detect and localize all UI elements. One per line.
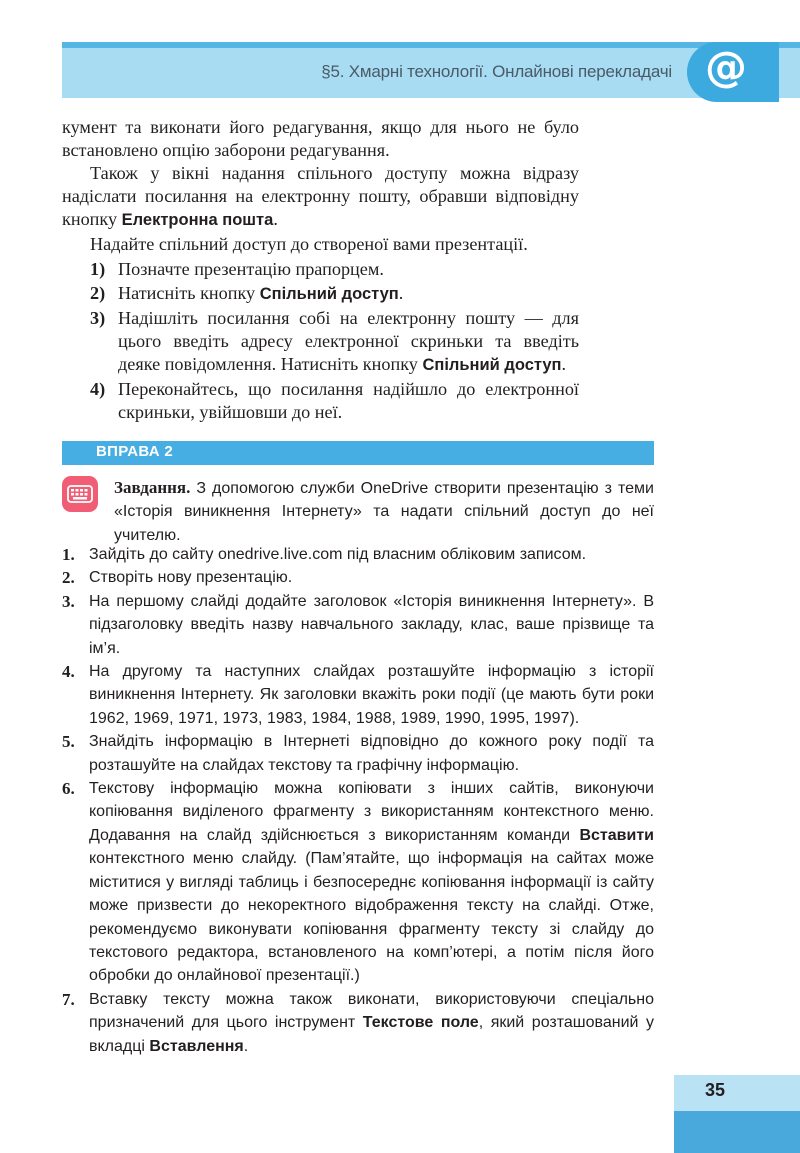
step-bold: Текстове поле <box>362 1014 479 1032</box>
list-item-text: Надішліть посилання собі на електронну пошту — для цього введіть адресу електронної скриньки та введіть деяке повідомлення. Натисніть кнопку <box>118 308 579 374</box>
task-statement <box>114 476 654 547</box>
step-text: Знайдіть інформацію в Інтернеті відповідно до кожного року події та розташуйте на слайдах текстову та графічну інформацію. <box>89 733 654 774</box>
exercise-steps <box>62 543 654 1058</box>
step-after: контекстного меню слайду. (Пам’ятайте, що інформація на сайтах може міститися у вигляді таблиць і безпосереднє копіювання інформації із сайту може призвести до некоректного відображення тексту на слайді. Отже, рекомендуємо виконувати копіювання фрагменту тексту зі слайду до текстового редактора, встановленого на комп’ютері, а потім після його обробки до онлайнової презентації.) <box>89 850 654 985</box>
step-text: На другому та наступних слайдах розташуйте інформацію з історії виникнення Інтернету. Як заголовки вкажіть роки події (це мають бути роки 1962, 1969, 1971, 1973, 1983, 1984, 1988, 1989, 1990, 1995, 1997). <box>89 663 654 727</box>
list-item-bold: Спільний доступ <box>422 356 562 374</box>
intro-paragraph-3: Надайте спільний доступ до створеної вами презентації. <box>90 234 528 254</box>
step-bold: Вставити <box>579 826 654 844</box>
keyboard-icon <box>62 476 98 512</box>
list-item-number: 1) <box>90 259 106 279</box>
task-label: Завдання. <box>114 478 191 497</box>
list-item-text: Натисніть кнопку <box>118 283 260 303</box>
step-item <box>62 730 654 777</box>
step-number: 6. <box>62 779 75 799</box>
exercise-label: ВПРАВА 2 <box>96 443 173 460</box>
page-number: 35 <box>705 1080 726 1100</box>
step-item <box>62 988 654 1058</box>
task-text: З допомогою служби OneDrive створити презентацію з теми «Історія виникнення Інтернету» та надати спільний доступ до неї учителю. <box>114 480 654 544</box>
step-text: Зайдіть до сайту onedrive.live.com під власним обліковим записом. <box>89 546 587 563</box>
intro-p2-after: . <box>273 209 278 229</box>
step-text: Текстову інформацію можна копіювати з інших сайтів, виконуючи копіювання виділеного фрагменту з використанням контекстного меню. Додавання на слайд здійснюється з використанням команди <box>89 780 654 844</box>
step-number: 3. <box>62 591 75 611</box>
intro-p2-text: Також у вікні надання спільного доступу можна відразу надіслати посилання на електронну пошту, обравши відповідну кнопку <box>62 163 579 229</box>
step-after: , який розташований у вкладці <box>89 1014 655 1055</box>
list-item-number: 4) <box>90 379 106 399</box>
step-item <box>62 660 654 730</box>
step-item <box>62 590 654 660</box>
step-number: 7. <box>62 989 75 1009</box>
list-item <box>62 307 579 377</box>
share-steps-list <box>62 258 579 424</box>
keyboard-icon-svg <box>62 476 98 512</box>
list-item-after: . <box>398 283 404 303</box>
step-number: 1. <box>62 545 75 564</box>
page-number-tab-light <box>674 1075 800 1111</box>
step-item <box>62 777 654 988</box>
list-item <box>62 282 579 306</box>
step-text: Створіть нову презентацію. <box>89 569 293 587</box>
list-item-number: 2) <box>90 283 106 303</box>
step-item <box>62 543 654 566</box>
at-sign-icon: @ <box>705 42 747 91</box>
intro-paragraph-1: кумент та виконати його редагування, якщо для нього не було встановлено опцію заборони редагування. <box>62 117 579 160</box>
step-number: 5. <box>62 732 75 752</box>
intro-paragraph-2 <box>62 162 579 232</box>
running-header-title: §5. Хмарні технології. Онлайнові перекладачі <box>321 62 672 81</box>
step-number: 2. <box>62 568 75 588</box>
list-item-number: 3) <box>90 308 106 328</box>
step-text: На першому слайді додайте заголовок «Історія виникнення Інтернету». В підзаголовку введіть назву навчального закладу, клас, ваше прізвище та ім’я. <box>89 592 654 657</box>
step-item <box>62 566 654 589</box>
list-item-after: . <box>561 354 567 374</box>
step-bold-2: Вставлення <box>149 1037 244 1055</box>
step-text: Вставку тексту можна також виконати, використовуючи спеціально призначений для цього інструмент <box>89 990 654 1032</box>
header-tab <box>687 34 779 102</box>
intro-p2-bold: Електронна пошта <box>121 211 274 229</box>
list-item-bold: Спільний доступ <box>259 285 399 303</box>
list-item <box>62 378 579 424</box>
step-after-2: . <box>243 1037 249 1055</box>
list-item-text: Позначте презентацію прапорцем. <box>118 259 384 279</box>
step-number: 4. <box>62 662 75 682</box>
list-item-text: Переконайтесь, що посилання надійшло до електронної скриньки, увійшовши до неї. <box>118 379 579 422</box>
list-item <box>62 258 579 281</box>
